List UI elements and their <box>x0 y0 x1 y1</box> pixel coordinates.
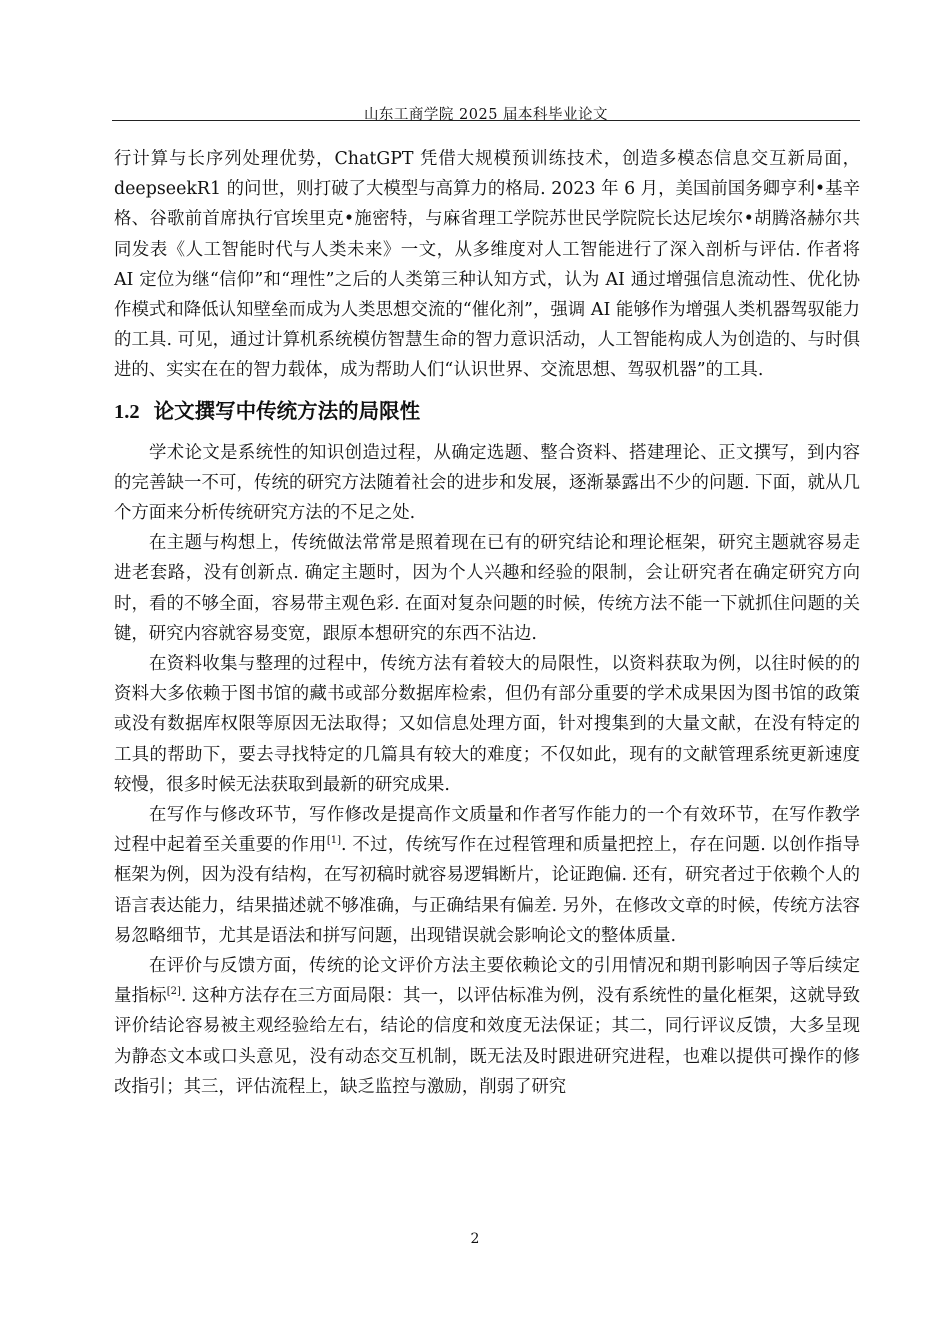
paragraph-writing <box>114 800 860 951</box>
section-title: 论文撰写中传统方法的局限性 <box>153 398 421 423</box>
header-rule <box>112 120 860 121</box>
running-header: 山东工商学院 2025 届本科毕业论文 <box>363 107 609 123</box>
paragraph-continuation: 行计算与长序列处理优势，ChatGPT 凭借大规模预训练技术，创造多模态信息交互新局面，deepseekR1 的问世，则打破了大模型与高算力的格局. 2023 年 6 月，美国前国务卿亨利•基辛格、谷歌前首席执行官埃里克•施密特，与麻省理工学院苏世民学院院长达尼埃尔•胡腾洛赫尔共同发表《人工智能时代与人类未来》一文，从多维度对人工智能进行了深入剖析与评估. 作者将 AI 定位为继“信仰”和“理性”之后的人类第三种认知方式，认为 AI 通过增强信息流动性、优化协作模式和降低认知壁垒而成为人类思想交流的“催化剂”，强调 AI 能够作为增强人类机器驾驭能力的工具. 可见，通过计算机系统模仿智慧生命的智力意识活动，人工智能构成人为创造的、与时俱进的、实实在在的智力载体，成为帮助人们“认识世界、交流思想、驾驭机器”的工具. <box>114 149 860 381</box>
paragraph-intro: 学术论文是系统性的知识创造过程，从确定选题、整合资料、搭建理论、正文撰写，到内容的完善缺一不可，传统的研究方法随着社会的进步和发展，逐渐暴露出不少的问题. 下面，就从几个方面来分析传统研究方法的不足之处. <box>114 442 860 524</box>
text-span: . 不过，传统写作在过程管理和质量把控上，存在问题. 以创作指导框架为例，因为没有结构，在写初稿时就容易逻辑断片，论证跑偏. 还有，研究者过于依赖个人的语言表达能力，结果描述就不够准确，与正确结果有偏差. 另外，在修改文章的时候，传统方法容易忽略细节，尤其是语法和拼写问题，出现错误就会影响论文的整体质量. <box>114 835 860 946</box>
citation-ref-2: [2] <box>166 986 181 998</box>
section-heading <box>114 396 860 427</box>
paragraph-materials: 在资料收集与整理的过程中，传统方法有着较大的局限性，以资料获取为例，以往时候的的资料大多依赖于图书馆的藏书或部分数据库检索，但仍有部分重要的学术成果因为图书馆的政策或没有数据库权限等原因无法取得；又如信息处理方面，针对搜集到的大量文献，在没有特定的工具的帮助下，要去寻找特定的几篇具有较大的难度；不仅如此，现有的文献管理系统更新速度较慢，很多时候无法获取到最新的研究成果. <box>114 654 860 795</box>
citation-ref-1: [1] <box>326 835 341 847</box>
paragraph-evaluation <box>114 951 860 1102</box>
text-span: 在写作与修改环节，写作修改是提高作文质量和作者写作能力的一个有效环节，在写作教学过程中起着至关重要的作用 <box>114 805 860 856</box>
section-number: 1.2 <box>114 400 140 423</box>
text-span: . 这种方法存在三方面局限：其一，以评估标准为例，没有系统性的量化框架，这就导致评价结论容易被主观经验给左右，结论的信度和效度无法保证；其二，同行评议反馈，大多呈现为静态文本或口头意见，没有动态交互机制，既无法及时跟进研究进程，也难以提供可操作的修改指引；其三，评估流程上，缺乏监控与激励，削弱了研究 <box>114 986 860 1097</box>
paragraph-topic: 在主题与构想上，传统做法常常是照着现在已有的研究结论和理论框架，研究主题就容易走进老套路，没有创新点. 确定主题时，因为个人兴趣和经验的限制，会让研究者在确定研究方向时，看的不够全面，容易带主观色彩. 在面对复杂问题的时候，传统方法不能一下就抓住问题的关键，研究内容就容易变宽，跟原本想研究的东西不沾边. <box>114 533 860 644</box>
page-body <box>114 144 860 1102</box>
text-span: 在评价与反馈方面，传统的论文评价方法主要依赖论文的引用情况和期刊影响因子等后续定量指标 <box>114 956 860 1007</box>
page-number: 2 <box>470 1231 480 1247</box>
